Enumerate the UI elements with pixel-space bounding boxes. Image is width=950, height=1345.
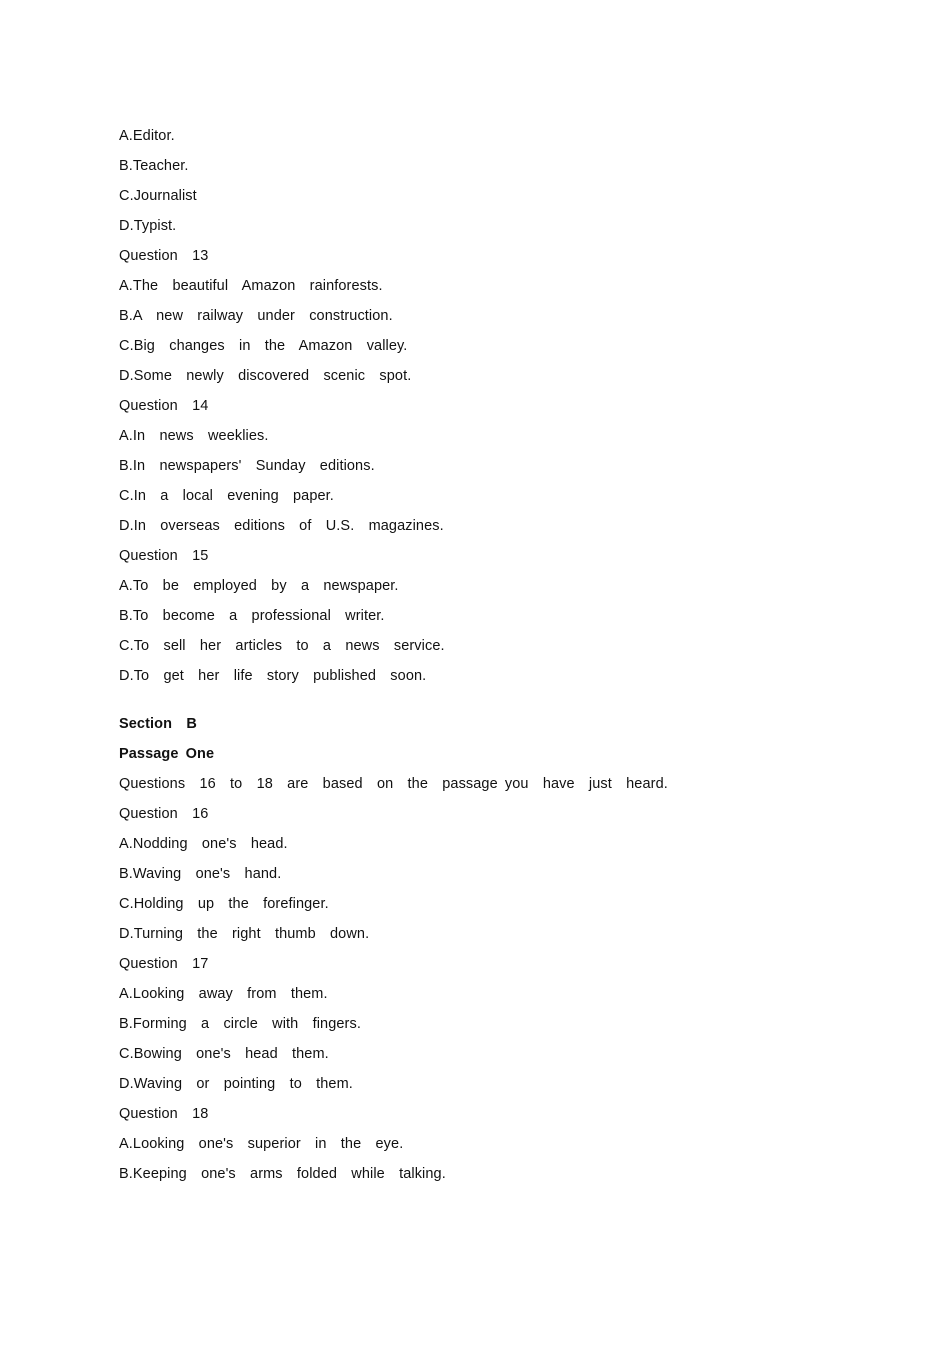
option-line: C.Bowing one's head them. xyxy=(119,1046,329,1062)
question-label: Question 13 xyxy=(119,248,209,264)
section-spacer xyxy=(119,696,879,714)
option-line: A.Nodding one's head. xyxy=(119,836,288,852)
option-line: A.To be employed by a newspaper. xyxy=(119,578,399,594)
option-line: B.Teacher. xyxy=(119,158,189,174)
passage-instruction: Questions 16 to 18 are based on the passage you have just heard. xyxy=(119,776,668,792)
option-line: C.To sell her articles to a news service. xyxy=(119,638,445,654)
option-line: A.Editor. xyxy=(119,128,175,144)
option-line: B.Waving one's hand. xyxy=(119,866,282,882)
option-line: C.In a local evening paper. xyxy=(119,488,334,504)
option-line: B.Keeping one's arms folded while talking. xyxy=(119,1166,446,1182)
question-label: Question 18 xyxy=(119,1106,209,1122)
option-line: D.In overseas editions of U.S. magazines. xyxy=(119,518,444,534)
option-line: A.In news weeklies. xyxy=(119,428,269,444)
option-line: A.Looking one's superior in the eye. xyxy=(119,1136,404,1152)
option-line: D.To get her life story published soon. xyxy=(119,668,427,684)
option-line: B.A new railway under construction. xyxy=(119,308,393,324)
option-line: D.Some newly discovered scenic spot. xyxy=(119,368,412,384)
option-line: C.Big changes in the Amazon valley. xyxy=(119,338,408,354)
question-label: Question 14 xyxy=(119,398,209,414)
option-line: D.Turning the right thumb down. xyxy=(119,926,370,942)
option-line: C.Journalist xyxy=(119,188,197,204)
passage-heading: Passage One xyxy=(119,746,215,762)
option-line: B.To become a professional writer. xyxy=(119,608,385,624)
option-line: D.Typist. xyxy=(119,218,177,234)
document-body xyxy=(119,126,879,1194)
option-line: B.In newspapers' Sunday editions. xyxy=(119,458,375,474)
question-label: Question 15 xyxy=(119,548,209,564)
option-line: C.Holding up the forefinger. xyxy=(119,896,329,912)
question-label: Question 17 xyxy=(119,956,209,972)
option-line: A.The beautiful Amazon rainforests. xyxy=(119,278,383,294)
option-line: A.Looking away from them. xyxy=(119,986,328,1002)
question-label: Question 16 xyxy=(119,806,209,822)
section-heading: Section B xyxy=(119,716,197,732)
option-line: B.Forming a circle with fingers. xyxy=(119,1016,361,1032)
option-line: D.Waving or pointing to them. xyxy=(119,1076,353,1092)
